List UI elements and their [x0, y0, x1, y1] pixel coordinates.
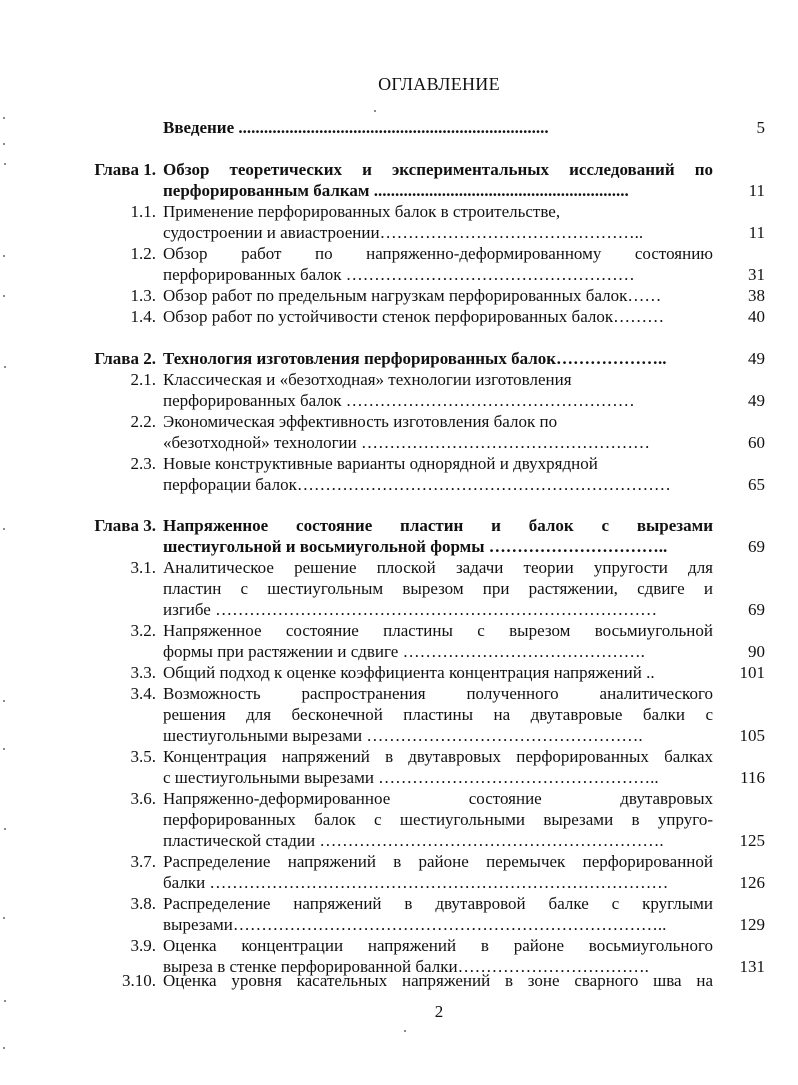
scan-speck [4, 366, 6, 368]
toc-section-label: 3.5. [130, 747, 156, 766]
scan-speck [3, 528, 5, 530]
toc-page-number: 49 [748, 391, 765, 410]
toc-entry-text: шестиугольной и восьмиугольной формы ………………………….. [163, 537, 668, 556]
toc-page-number: 126 [739, 873, 765, 892]
toc-page-number: 11 [748, 223, 765, 242]
toc-page-number: 116 [740, 768, 765, 787]
toc-section-label: 3.9. [130, 936, 156, 955]
toc-entry-text: решения для бесконечной пластины на двутавровые балки с [163, 705, 713, 724]
toc-entry-text: Распределение напряжений в двутавровой балке с круглыми [163, 894, 713, 913]
toc-entry-text: балки ……………………………………………………………………… [163, 873, 669, 892]
toc-section-label: 3.3. [130, 663, 156, 682]
toc-page-number: 69 [748, 537, 765, 556]
toc-section-label: 3.1. [130, 558, 156, 577]
scan-speck [4, 163, 6, 165]
toc-page-number: 65 [748, 475, 765, 494]
toc-section-label: 1.4. [130, 307, 156, 326]
scan-speck [3, 117, 5, 119]
toc-page-number: 11 [748, 181, 765, 200]
toc-entry-text: Напряженное состояние пластин и балок с вырезами [163, 516, 713, 535]
toc-entry-text: «безотходной» технологии …………………………………………… [163, 433, 650, 452]
toc-chapter-label: Глава 3. [94, 516, 156, 535]
toc-entry-text: шестиугольными вырезами …………………………………………. [163, 726, 643, 745]
toc-page-number: 69 [748, 600, 765, 619]
toc-page-number: 40 [748, 307, 765, 326]
toc-entry-text: перфорированных балок …………………………………………… [163, 265, 635, 284]
toc-section-label: 1.3. [130, 286, 156, 305]
toc-entry-text: Технология изготовления перфорированных балок……………….. [163, 349, 667, 368]
scan-speck [4, 828, 6, 830]
page-number: 2 [434, 1002, 444, 1021]
toc-entry-text: формы при растяжении и сдвиге ……………………………………. [163, 642, 645, 661]
scan-speck [3, 295, 5, 297]
toc-page-number: 5 [756, 118, 765, 137]
toc-page-number: 131 [739, 957, 765, 976]
toc-entry-text: судостроении и авиастроении……………………………………….. [163, 223, 644, 242]
toc-section-label: 3.8. [130, 894, 156, 913]
scan-speck [3, 255, 5, 257]
scan-speck [3, 1047, 5, 1049]
toc-section-label: 3.6. [130, 789, 156, 808]
toc-entry-text: Обзор работ по предельным нагрузкам перфорированных балок…… [163, 286, 662, 305]
scan-speck [3, 700, 5, 702]
toc-section-label: 2.3. [130, 454, 156, 473]
toc-section-label: 3.10. [122, 971, 156, 990]
toc-section-label: 3.4. [130, 684, 156, 703]
toc-entry-text: Экономическая эффективность изготовления балок по [163, 412, 558, 431]
toc-entry-text: Оценка концентрации напряжений в районе восьмиугольного [163, 936, 713, 955]
toc-entry-text: Классическая и «безотходная» технологии изготовления [163, 370, 572, 389]
toc-entry-text: изгибе …………………………………………………………………… [163, 600, 658, 619]
toc-entry-text: Новые конструктивные варианты однорядной и двухрядной [163, 454, 598, 473]
toc-page-number: 31 [748, 265, 765, 284]
toc-page-number: 129 [739, 915, 765, 934]
toc-section-label: 3.7. [130, 852, 156, 871]
toc-entry-text: Распределение напряжений в районе перемычек перфорированной [163, 852, 713, 871]
toc-section-label: 2.1. [130, 370, 156, 389]
toc-entry-text: Общий подход к оценке коэффициента концентрация напряжений .. [163, 663, 655, 682]
toc-entry-text: Напряженное состояние пластины с вырезом восьмиугольной [163, 621, 713, 640]
toc-entry-text: Аналитическое решение плоской задачи теории упругости для [163, 558, 713, 577]
toc-section-label: 3.2. [130, 621, 156, 640]
toc-entry-text: Концентрация напряжений в двутавровых перфорированных балках [163, 747, 713, 766]
scan-speck [374, 110, 376, 112]
toc-entry-text: Обзор теоретических и экспериментальных исследований по [163, 160, 713, 179]
toc-entry-text: пластической стадии ……………………………………………………. [163, 831, 664, 850]
toc-section-label: 1.2. [130, 244, 156, 263]
scan-speck [404, 1030, 406, 1032]
scan-speck [3, 917, 5, 919]
toc-entry-text: Напряженно-деформированное состояние двутавровых [163, 789, 713, 808]
toc-entry-text: перфорированных балок с шестиугольными вырезами в упруго- [163, 810, 713, 829]
scan-speck [3, 748, 5, 750]
toc-entry-text: перфорированных балок …………………………………………… [163, 391, 635, 410]
toc-entry-text: Оценка уровня касательных напряжений в зоне сварного шва на [163, 971, 713, 990]
toc-section-label: 1.1. [130, 202, 156, 221]
toc-page-number: 60 [748, 433, 765, 452]
toc-entry-text: вырезами………………………………………………………………….. [163, 915, 667, 934]
toc-section-label: 2.2. [130, 412, 156, 431]
toc-entry-text: перфорированным балкам ............................................................ [163, 181, 629, 200]
toc-chapter-label: Глава 1. [94, 160, 156, 179]
toc-entry-text: Возможность распространения полученного аналитического [163, 684, 713, 703]
toc-entry-text: Обзор работ по устойчивости стенок перфорированных балок……… [163, 307, 665, 326]
scan-speck [3, 143, 5, 145]
toc-entry-text: Введение ......................................................................... [163, 118, 549, 137]
scan-speck [4, 1000, 6, 1002]
toc-entry-text: с шестиугольными вырезами ………………………………………….. [163, 768, 659, 787]
toc-page-number: 90 [748, 642, 765, 661]
toc-entry-text: Обзор работ по напряженно-деформированному состоянию [163, 244, 713, 263]
toc-page-number: 105 [739, 726, 765, 745]
toc-entry-text: перфорации балок………………………………………………………… [163, 475, 671, 494]
toc-page-number: 101 [739, 663, 765, 682]
toc-entry-text: пластин с шестиугольным вырезом при растяжении, сдвиге и [163, 579, 713, 598]
toc-page-number: 125 [739, 831, 765, 850]
toc-page-number: 49 [748, 349, 765, 368]
page-title: ОГЛАВЛЕНИЕ [378, 74, 500, 94]
toc-chapter-label: Глава 2. [94, 349, 156, 368]
toc-entry-text: Применение перфорированных балок в строительстве, [163, 202, 561, 221]
toc-entry-text: выреза в стенке перфорированной балки……………………………. [163, 957, 649, 976]
toc-page-number: 38 [748, 286, 765, 305]
